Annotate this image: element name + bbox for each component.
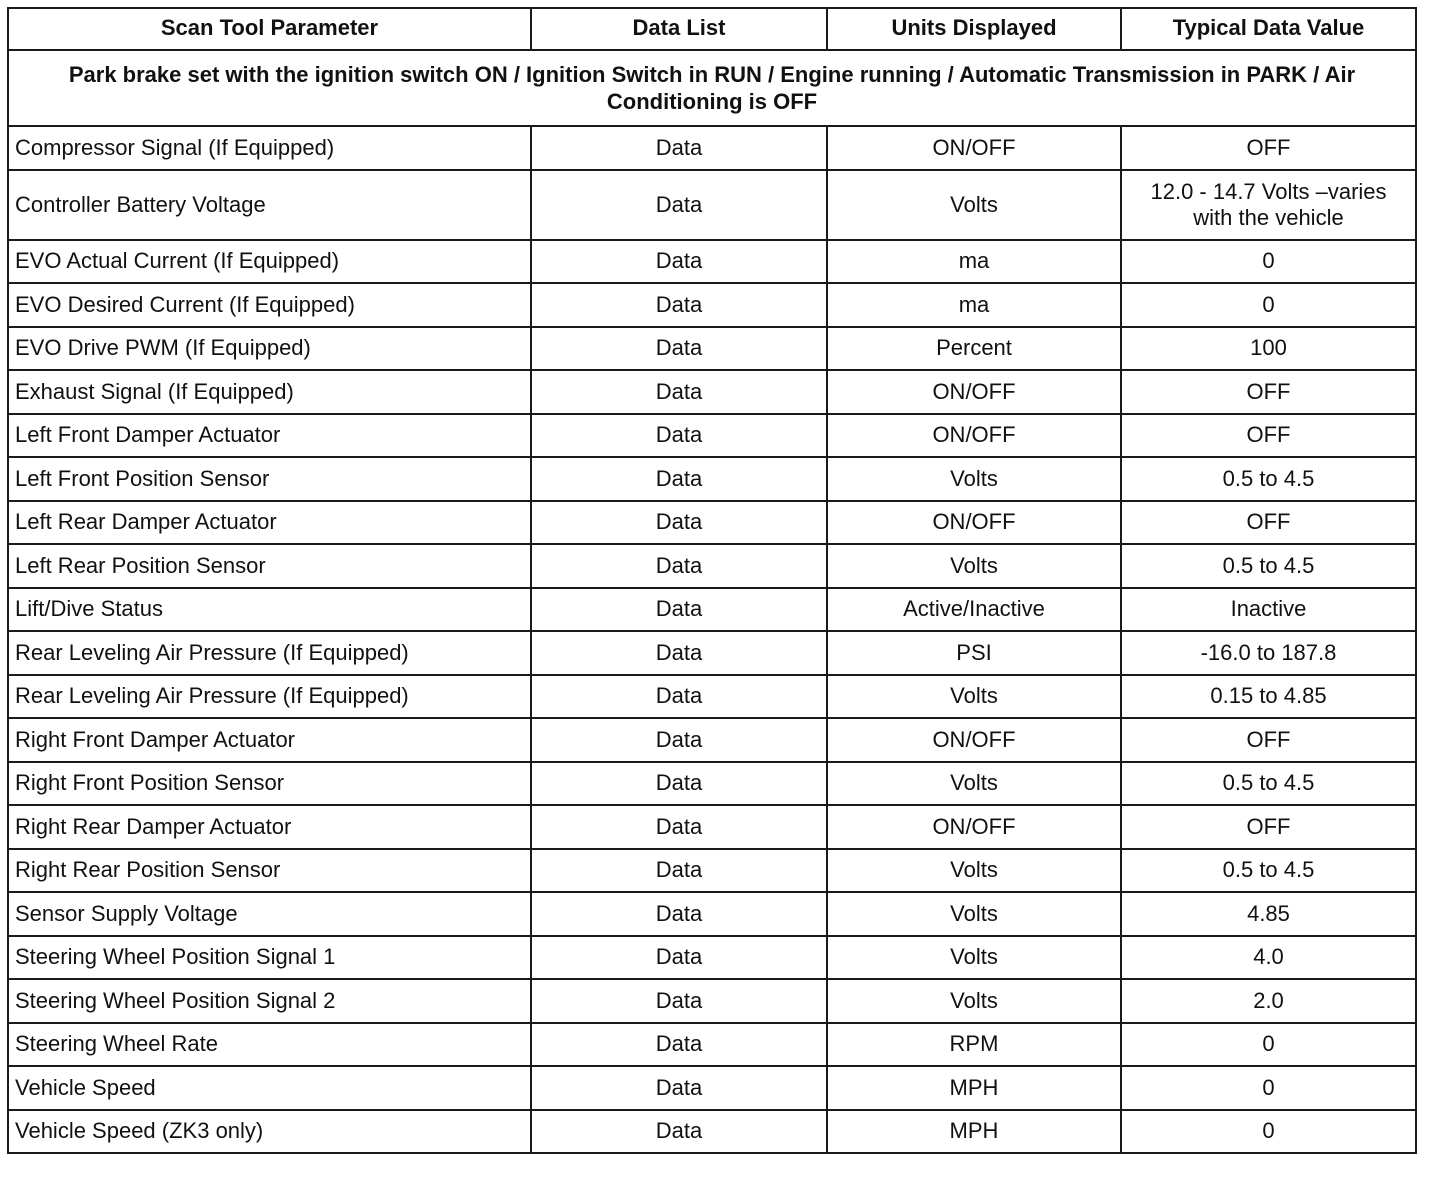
- data-list-cell: Data: [531, 892, 827, 936]
- data-list-cell: Data: [531, 414, 827, 458]
- units-cell: MPH: [827, 1110, 1121, 1154]
- typical-value-cell: 2.0: [1121, 979, 1416, 1023]
- typical-value-cell: OFF: [1121, 414, 1416, 458]
- header-scan-tool-parameter: Scan Tool Parameter: [8, 8, 531, 50]
- scan-tool-data-table: [7, 7, 1417, 1154]
- data-list-cell: Data: [531, 936, 827, 980]
- typical-value-cell: 0: [1121, 1066, 1416, 1110]
- header-units-displayed: Units Displayed: [827, 8, 1121, 50]
- typical-value-cell: OFF: [1121, 718, 1416, 762]
- units-cell: ON/OFF: [827, 370, 1121, 414]
- table-row: [8, 501, 1416, 545]
- units-cell: Active/Inactive: [827, 588, 1121, 632]
- data-list-cell: Data: [531, 1110, 827, 1154]
- units-cell: Percent: [827, 327, 1121, 371]
- table-row: [8, 979, 1416, 1023]
- data-list-cell: Data: [531, 1023, 827, 1067]
- table-row: [8, 588, 1416, 632]
- units-cell: ON/OFF: [827, 805, 1121, 849]
- parameter-cell: Vehicle Speed (ZK3 only): [8, 1110, 531, 1154]
- units-cell: Volts: [827, 544, 1121, 588]
- table-row: [8, 170, 1416, 240]
- parameter-cell: Left Rear Position Sensor: [8, 544, 531, 588]
- typical-value-cell: 0: [1121, 240, 1416, 284]
- units-cell: Volts: [827, 936, 1121, 980]
- typical-value-cell: 0.5 to 4.5: [1121, 457, 1416, 501]
- parameter-cell: Sensor Supply Voltage: [8, 892, 531, 936]
- units-cell: ON/OFF: [827, 414, 1121, 458]
- parameter-cell: Steering Wheel Position Signal 1: [8, 936, 531, 980]
- units-cell: ON/OFF: [827, 126, 1121, 170]
- data-list-cell: Data: [531, 240, 827, 284]
- table-row: [8, 1066, 1416, 1110]
- typical-value-cell: 4.0: [1121, 936, 1416, 980]
- typical-value-cell: 0.5 to 4.5: [1121, 762, 1416, 806]
- data-list-cell: Data: [531, 327, 827, 371]
- parameter-cell: Steering Wheel Rate: [8, 1023, 531, 1067]
- parameter-cell: Steering Wheel Position Signal 2: [8, 979, 531, 1023]
- units-cell: Volts: [827, 762, 1121, 806]
- data-list-cell: Data: [531, 283, 827, 327]
- header-typical-data-value: Typical Data Value: [1121, 8, 1416, 50]
- table-row: [8, 631, 1416, 675]
- parameter-cell: Rear Leveling Air Pressure (If Equipped): [8, 675, 531, 719]
- units-cell: ON/OFF: [827, 718, 1121, 762]
- units-cell: ma: [827, 240, 1121, 284]
- parameter-cell: Vehicle Speed: [8, 1066, 531, 1110]
- table-row: [8, 414, 1416, 458]
- table-row: [8, 544, 1416, 588]
- typical-value-cell: 0: [1121, 283, 1416, 327]
- test-condition-row: [8, 50, 1416, 126]
- typical-value-cell: 0: [1121, 1110, 1416, 1154]
- parameter-cell: Right Front Damper Actuator: [8, 718, 531, 762]
- parameter-cell: Rear Leveling Air Pressure (If Equipped): [8, 631, 531, 675]
- data-list-cell: Data: [531, 805, 827, 849]
- scan-tool-table-container: [7, 7, 1417, 1154]
- data-list-cell: Data: [531, 544, 827, 588]
- typical-value-cell: OFF: [1121, 370, 1416, 414]
- units-cell: Volts: [827, 979, 1121, 1023]
- parameter-cell: Right Front Position Sensor: [8, 762, 531, 806]
- parameter-cell: Exhaust Signal (If Equipped): [8, 370, 531, 414]
- typical-value-cell: Inactive: [1121, 588, 1416, 632]
- typical-value-cell: OFF: [1121, 126, 1416, 170]
- table-row: [8, 675, 1416, 719]
- typical-value-cell: 4.85: [1121, 892, 1416, 936]
- data-list-cell: Data: [531, 849, 827, 893]
- data-list-cell: Data: [531, 588, 827, 632]
- table-row: [8, 805, 1416, 849]
- units-cell: ON/OFF: [827, 501, 1121, 545]
- header-data-list: Data List: [531, 8, 827, 50]
- data-list-cell: Data: [531, 370, 827, 414]
- parameter-cell: Right Rear Damper Actuator: [8, 805, 531, 849]
- typical-value-cell: 12.0 - 14.7 Volts –varies with the vehicle: [1121, 170, 1416, 240]
- table-row: [8, 370, 1416, 414]
- units-cell: Volts: [827, 457, 1121, 501]
- table-row: [8, 283, 1416, 327]
- data-list-cell: Data: [531, 979, 827, 1023]
- typical-value-cell: 0.5 to 4.5: [1121, 544, 1416, 588]
- parameter-cell: EVO Desired Current (If Equipped): [8, 283, 531, 327]
- data-list-cell: Data: [531, 501, 827, 545]
- units-cell: Volts: [827, 675, 1121, 719]
- parameter-cell: Left Front Position Sensor: [8, 457, 531, 501]
- table-row: [8, 240, 1416, 284]
- table-header-row: [8, 8, 1416, 50]
- table-row: [8, 936, 1416, 980]
- data-list-cell: Data: [531, 170, 827, 240]
- data-list-cell: Data: [531, 631, 827, 675]
- data-list-cell: Data: [531, 1066, 827, 1110]
- units-cell: Volts: [827, 170, 1121, 240]
- table-row: [8, 849, 1416, 893]
- parameter-cell: Controller Battery Voltage: [8, 170, 531, 240]
- table-row: [8, 126, 1416, 170]
- parameter-cell: Left Rear Damper Actuator: [8, 501, 531, 545]
- data-list-cell: Data: [531, 126, 827, 170]
- parameter-cell: EVO Drive PWM (If Equipped): [8, 327, 531, 371]
- typical-value-cell: OFF: [1121, 501, 1416, 545]
- data-list-cell: Data: [531, 457, 827, 501]
- parameter-cell: EVO Actual Current (If Equipped): [8, 240, 531, 284]
- units-cell: Volts: [827, 892, 1121, 936]
- units-cell: Volts: [827, 849, 1121, 893]
- data-list-cell: Data: [531, 762, 827, 806]
- data-list-cell: Data: [531, 675, 827, 719]
- parameter-cell: Right Rear Position Sensor: [8, 849, 531, 893]
- typical-value-cell: 0: [1121, 1023, 1416, 1067]
- parameter-cell: Left Front Damper Actuator: [8, 414, 531, 458]
- typical-value-cell: 0.15 to 4.85: [1121, 675, 1416, 719]
- table-row: [8, 718, 1416, 762]
- table-row: [8, 1023, 1416, 1067]
- units-cell: PSI: [827, 631, 1121, 675]
- table-row: [8, 1110, 1416, 1154]
- data-list-cell: Data: [531, 718, 827, 762]
- table-row: [8, 457, 1416, 501]
- units-cell: RPM: [827, 1023, 1121, 1067]
- units-cell: MPH: [827, 1066, 1121, 1110]
- table-row: [8, 762, 1416, 806]
- typical-value-cell: -16.0 to 187.8: [1121, 631, 1416, 675]
- typical-value-cell: OFF: [1121, 805, 1416, 849]
- typical-value-cell: 100: [1121, 327, 1416, 371]
- parameter-cell: Lift/Dive Status: [8, 588, 531, 632]
- units-cell: ma: [827, 283, 1121, 327]
- test-condition-text: Park brake set with the ignition switch ON / Ignition Switch in RUN / Engine running / Automatic Transmission in PARK / Air Conditioning is OFF: [8, 50, 1416, 126]
- table-row: [8, 327, 1416, 371]
- typical-value-cell: 0.5 to 4.5: [1121, 849, 1416, 893]
- table-row: [8, 892, 1416, 936]
- parameter-cell: Compressor Signal (If Equipped): [8, 126, 531, 170]
